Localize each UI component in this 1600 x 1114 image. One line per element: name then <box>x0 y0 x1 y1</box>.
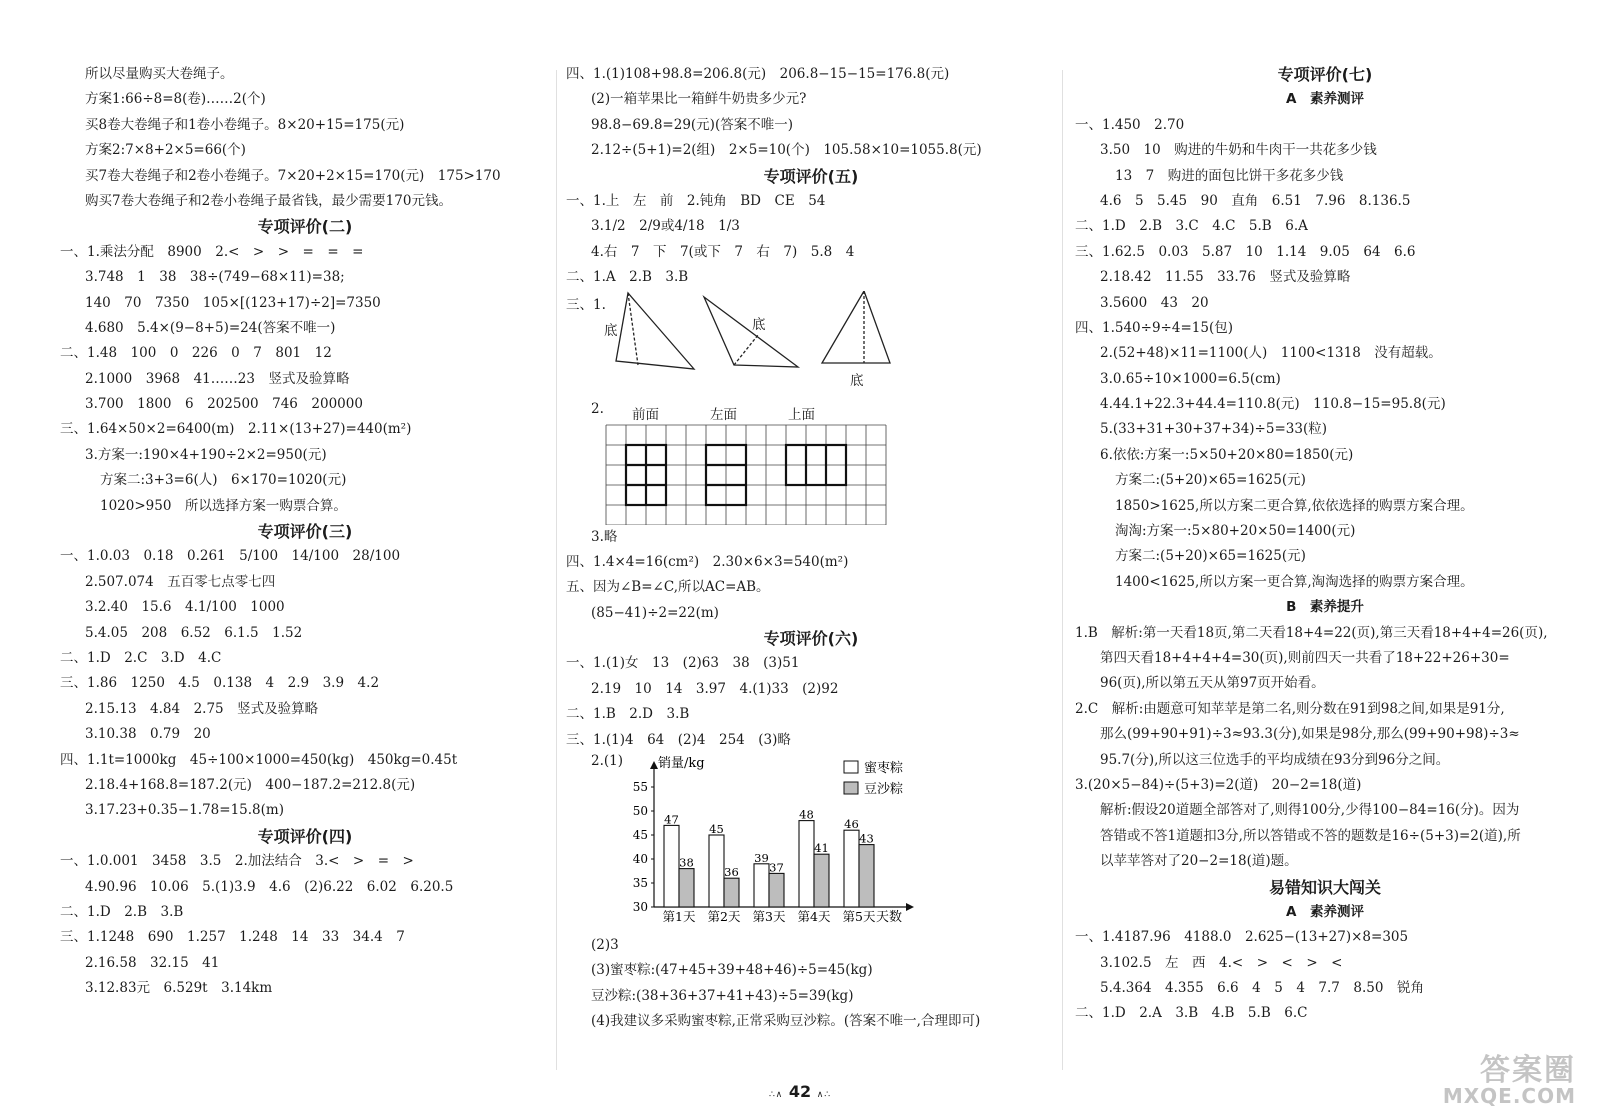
answer-line: 3.2.40 15.6 4.1/100 1000 <box>85 599 285 616</box>
answer-line: 95.7(分),所以这三位选手的平均成绩在93分到96分之间。 <box>1100 751 1450 768</box>
page-number-value: 42 <box>788 1082 812 1101</box>
answer-line: (2)一箱苹果比一箱鲜牛奶贵多少元? <box>591 91 807 108</box>
answer-line: 4.6 5 5.45 90 直角 6.51 7.96 8.136.5 <box>1100 192 1411 209</box>
answer-line: 一、1.0.03 0.18 0.261 5/100 14/100 28/100 <box>60 548 401 565</box>
bar-dousha <box>814 854 829 907</box>
answer-line: 三、1.62.5 0.03 5.87 10 1.14 9.05 64 6.6 <box>1075 243 1416 260</box>
triangle-3 <box>822 291 890 363</box>
watermark-logo: 答案圈 <box>1480 1053 1576 1088</box>
bar-value-label: 37 <box>769 860 784 875</box>
y-tick-label: 55 <box>632 780 648 795</box>
answer-line: 2.16.58 32.15 41 <box>85 954 220 971</box>
answer-line: 3.102.5 左 西 4.< > < > < <box>1100 954 1343 971</box>
answer-line: 3.5600 43 20 <box>1100 294 1209 311</box>
answer-line: 豆沙粽:(38+36+37+41+43)÷5=39(kg) <box>591 987 854 1004</box>
subsection-heading: B 素养提升 <box>1286 599 1364 616</box>
answer-line: 答错或不答1道题扣3分,所以答错或不答的题数是16÷(5+3)=2(道),所 <box>1100 827 1521 844</box>
answer-line: 那么(99+90+91)÷3≈93.3(分),如果是98分,那么(99+90+98)÷3≈ <box>1100 726 1520 743</box>
answer-line: 2.18.4+168.8=187.2(元) 400−187.2=212.8(元) <box>85 776 416 793</box>
bar-value-label: 39 <box>754 850 769 865</box>
answer-line: 98.8−69.8=29(元)(答案不唯一) <box>591 116 793 133</box>
legend-swatch <box>844 782 858 794</box>
answer-line: 1850>1625,所以方案二更合算,依依选择的购票方案合理。 <box>1115 497 1474 514</box>
answer-line: 五、因为∠B=∠C,所以AC=AB。 <box>566 579 770 596</box>
answer-line: 3.748 1 38 38÷(749−68×11)=38; <box>85 269 345 286</box>
section-heading: 专项评价(二) <box>257 217 353 237</box>
x-axis-arrow <box>906 903 914 911</box>
answer-line: (4)我建议多采购蜜枣粽,正常采购豆沙粽。(答案不唯一,合理即可) <box>591 1013 981 1030</box>
section-heading: 专项评价(七) <box>1277 65 1373 84</box>
x-axis-label: 天数 <box>876 910 903 926</box>
answer-line: 二、1.D 2.B 3.B <box>60 903 184 920</box>
base-label: 底 <box>850 372 864 389</box>
bar-dousha <box>679 869 694 907</box>
answer-line: 96(页),所以第五天从第97页开始看。 <box>1100 675 1325 692</box>
legend-label: 蜜枣粽 <box>864 761 904 777</box>
answer-line: 所以尽量购买大卷绳子。 <box>85 66 234 82</box>
y-axis-arrow <box>650 761 658 769</box>
answer-line: 二、1.48 100 0 226 0 7 801 12 <box>60 345 332 362</box>
y-axis-label: 销量/kg <box>658 756 705 772</box>
answer-line: 四、1.1t=1000kg 45÷100×1000=450(kg) 450kg=0.45t <box>60 751 458 768</box>
x-tick-label: 第5天 <box>842 909 876 925</box>
column-divider <box>1062 70 1063 1070</box>
answer-line: 三、1.(1)4 64 (2)4 254 (3)略 <box>566 731 791 748</box>
answer-line: 二、1.D 2.C 3.D 4.C <box>60 649 222 666</box>
bar-chart-figure <box>566 753 1056 933</box>
x-tick-label: 第4天 <box>797 909 831 925</box>
answer-line: 3.10.38 0.79 20 <box>85 726 211 743</box>
bar-mizao <box>709 835 724 907</box>
triangle-figure <box>566 291 1056 401</box>
answer-line: 3.(20×5−84)÷(5+3)=2(道) 20−2=18(道) <box>1075 776 1362 793</box>
answer-line: 淘淘:方案一:5×80+20×50=1400(元) <box>1115 523 1356 540</box>
answer-column-middle <box>566 62 1056 1035</box>
answer-line: 一、1.0.001 3458 3.5 2.加法结合 3.< > = > <box>60 853 414 870</box>
answer-line: (3)蜜枣粽:(47+45+39+48+46)÷5=45(kg) <box>591 962 873 979</box>
top-view-label: 上面 <box>788 406 815 423</box>
answer-line: 5.(33+31+30+37+34)÷5=33(粒) <box>1100 421 1327 438</box>
legend-label: 豆沙粽 <box>864 782 904 798</box>
answer-line: 三、1.64×50×2=6400(m) 2.11×(13+27)=440(m²) <box>60 421 412 438</box>
bar-dousha <box>724 878 739 907</box>
answer-line: 方案1:66÷8=8(卷)……2(个) <box>85 91 266 108</box>
answer-line: 5.4.364 4.355 6.6 4 5 4 7.7 8.50 锐角 <box>1100 980 1424 997</box>
answer-line: 4.680 5.4×(9−8+5)=24(答案不唯一) <box>85 319 336 336</box>
bar-mizao <box>844 830 859 907</box>
answer-line: 四、1.4×4=16(cm²) 2.30×6×3=540(m²) <box>566 553 849 570</box>
triangle-1 <box>616 293 694 369</box>
bar-dousha <box>859 845 874 907</box>
answer-line: 买8卷大卷绳子和1卷小卷绳子。8×20+15=175(元) <box>85 116 405 133</box>
answer-line: 1400<1625,所以方案一更合算,淘淘选择的购票方案合理。 <box>1115 573 1474 590</box>
answer-line: 第四天看18+4+4+4=30(页),则前四天一共看了18+22+26+30= <box>1100 649 1510 666</box>
answer-line: (85−41)÷2=22(m) <box>591 604 719 621</box>
answer-line: 3.700 1800 6 202500 746 200000 <box>85 396 363 413</box>
bar-mizao <box>664 825 679 907</box>
answer-line: 四、1.540÷9÷4=15(包) <box>1075 319 1233 336</box>
answer-line: 二、1.D 2.A 3.B 4.B 5.B 6.C <box>1075 1005 1308 1022</box>
answer-line: 三、1.86 1250 4.5 0.138 4 2.9 3.9 4.2 <box>60 675 380 692</box>
answer-line: 2.19 10 14 3.97 4.(1)33 (2)92 <box>591 680 839 697</box>
answer-line: 2.12÷(5+1)=2(组) 2×5=10(个) 105.58×10=1055.8(元) <box>591 142 982 159</box>
watermark-url: MXQE.COM <box>1442 1084 1576 1108</box>
section-heading: 专项评价(五) <box>763 166 859 186</box>
answer-line: 4.90.96 10.06 5.(1)3.9 4.6 (2)6.22 6.02 6.20.5 <box>85 878 454 895</box>
answer-line: 以苹苹答对了20−2=18(道)题。 <box>1100 853 1298 870</box>
triangle-diagrams <box>566 291 1056 401</box>
x-tick-label: 第3天 <box>752 909 786 925</box>
answer-line: 140 70 7350 105×[(123+17)÷2]=7350 <box>85 294 381 311</box>
answer-line: (2)3 <box>591 937 619 954</box>
answer-line: 一、1.(1)女 13 (2)63 38 (3)51 <box>566 655 800 672</box>
answer-line: 方案二:(5+20)×65=1625(元) <box>1115 548 1306 565</box>
bar-value-label: 47 <box>664 812 679 827</box>
answer-line: 3.1/2 2/9或4/18 1/3 <box>591 218 740 235</box>
y-tick-label: 30 <box>632 900 648 915</box>
section-heading: 易错知识大闯关 <box>1268 877 1381 897</box>
answer-column-left <box>60 62 550 1001</box>
bar-value-label: 36 <box>724 865 739 880</box>
answer-line: 13 7 购进的面包比饼干多花多少钱 <box>1115 167 1344 184</box>
bar-mizao <box>799 821 814 907</box>
bar-value-label: 45 <box>709 822 724 837</box>
answer-line: 三、1.1248 690 1.257 1.248 14 33 34.4 7 <box>60 929 405 946</box>
chart-question-label: 2.(1) <box>591 753 624 770</box>
x-tick-label: 第1天 <box>662 909 696 925</box>
y-tick-label: 45 <box>632 828 648 843</box>
answer-line: 3.17.23+0.35−1.78=15.8(m) <box>85 802 284 819</box>
answer-line: 2.C 解析:由题意可知苹苹是第二名,则分数在91到98之间,如果是91分, <box>1075 700 1505 717</box>
column-divider <box>556 70 557 1070</box>
bar-value-label: 38 <box>679 855 694 870</box>
y-tick-label: 40 <box>632 852 648 867</box>
answer-line: 2.1000 3968 41……23 竖式及验算略 <box>85 370 350 387</box>
answer-line: 5.4.05 208 6.52 6.1.5 1.52 <box>85 624 303 641</box>
views-figure <box>566 401 1056 525</box>
bar-value-label: 43 <box>859 831 874 846</box>
bar-value-label: 41 <box>814 841 829 856</box>
answer-line: 一、1.450 2.70 <box>1075 116 1185 133</box>
section-heading: 专项评价(六) <box>763 629 859 649</box>
answer-line: 一、1.上 左 前 2.钝角 BD CE 54 <box>566 192 826 209</box>
answer-line: 4.右 7 下 7(或下 7 右 7) 5.8 4 <box>591 243 855 260</box>
answer-line: 二、1.B 2.D 3.B <box>566 706 690 723</box>
answer-line: 方案二:(5+20)×65=1625(元) <box>1115 472 1306 489</box>
front-view-label: 前面 <box>632 406 659 423</box>
y-tick-label: 50 <box>632 804 648 819</box>
answer-line: 四、1.(1)108+98.8=206.8(元) 206.8−15−15=176.8(元) <box>566 66 950 82</box>
subsection-heading: A 素养测评 <box>1286 91 1364 108</box>
bar-mizao <box>754 864 769 907</box>
answer-line: 3.略 <box>591 528 618 545</box>
section-heading: 专项评价(四) <box>257 826 353 846</box>
answer-line: 1.B 解析:第一天看18页,第二天看18+4=22(页),第三天看18+4+4=26(页), <box>1075 624 1548 641</box>
x-tick-label: 第2天 <box>707 909 741 925</box>
triangle-figure-label: 三、1. <box>566 296 606 313</box>
base-label: 底 <box>752 316 766 333</box>
answer-line: 买7卷大卷绳子和2卷小卷绳子。7×20+2×15=170(元) 175>170 <box>85 167 501 184</box>
answer-line: 3.50 10 购进的牛奶和牛肉干一共花多少钱 <box>1100 142 1377 159</box>
answer-line: 二、1.A 2.B 3.B <box>566 269 689 286</box>
answer-line: 2.18.42 11.55 33.76 竖式及验算略 <box>1100 269 1351 286</box>
answer-column-right <box>1075 62 1575 1027</box>
answer-line: 3.12.83元 6.529t 3.14km <box>85 980 273 997</box>
answer-line: 2.507.074 五百零七点零七四 <box>85 573 276 590</box>
answer-line: 二、1.D 2.B 3.C 4.C 5.B 6.A <box>1075 218 1308 235</box>
answer-line: 3.0.65÷10×1000=6.5(cm) <box>1100 370 1281 387</box>
bar-dousha <box>769 873 784 907</box>
page-number: ∴∧ 42 ∧∴ <box>768 1082 832 1101</box>
answer-line: 4.44.1+22.3+44.4=110.8(元) 110.8−15=95.8(元) <box>1100 396 1446 413</box>
answer-line: 解析:假设20道题全部答对了,则得100分,少得100−84=16(分)。因为 <box>1100 802 1520 819</box>
base-label: 底 <box>604 322 618 339</box>
views-number: 2. <box>591 400 604 417</box>
answer-line: 购买7卷大卷绳子和2卷小卷绳子最省钱，最少需要170元钱。 <box>85 192 452 209</box>
front-view-shape <box>626 445 666 505</box>
section-heading: 专项评价(三) <box>257 522 353 542</box>
answer-line: 2.15.13 4.84 2.75 竖式及验算略 <box>85 700 319 717</box>
answer-line: 方案2:7×8+2×5=66(个) <box>85 142 246 159</box>
legend-swatch <box>844 761 858 773</box>
answer-line: 2.(52+48)×11=1100(人) 1100<1318 没有超载。 <box>1100 345 1442 362</box>
bar-value-label: 46 <box>844 817 859 832</box>
y-tick-label: 35 <box>632 876 648 891</box>
left-view-label: 左面 <box>710 406 737 423</box>
answer-line: 一、1.4187.96 4188.0 2.625−(13+27)×8=305 <box>1075 929 1409 946</box>
views-grid <box>566 401 1056 525</box>
bar-value-label: 48 <box>799 807 814 822</box>
subsection-heading: A 素养测评 <box>1286 903 1364 920</box>
zongzi-sales-chart <box>566 753 1056 933</box>
watermark <box>1442 1053 1576 1108</box>
answer-line: 1020>950 所以选择方案一购票合算。 <box>100 497 347 514</box>
answer-line: 3.方案一:190×4+190÷2×2=950(元) <box>85 446 327 463</box>
answer-line: 方案二:3+3=6(人) 6×170=1020(元) <box>100 472 347 489</box>
answer-line: 6.依依:方案一:5×50+20×80=1850(元) <box>1100 446 1354 463</box>
triangle-2 <box>704 297 798 367</box>
answer-line: 一、1.乘法分配 8900 2.< > > = = = <box>60 243 364 260</box>
